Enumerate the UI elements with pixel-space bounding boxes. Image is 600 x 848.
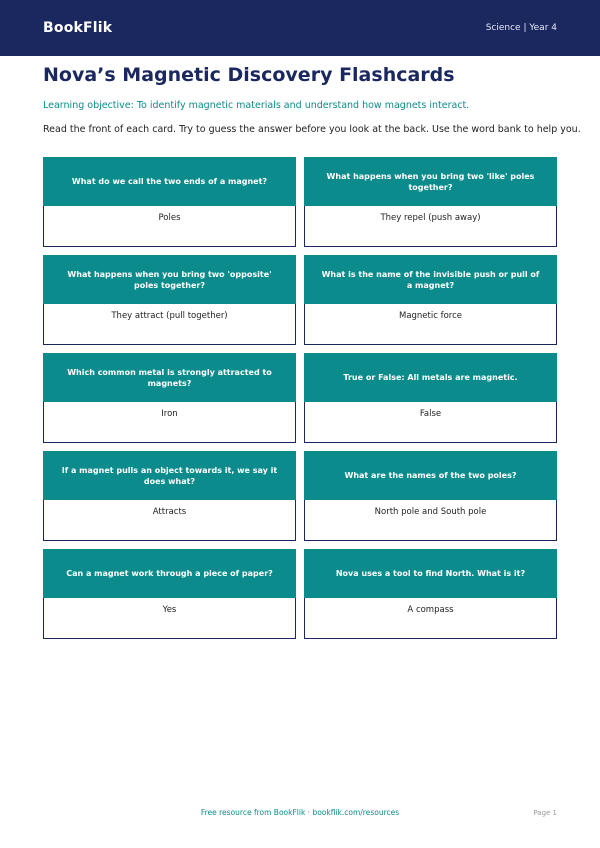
flashcard-question: True or False: All metals are magnetic. xyxy=(304,353,557,402)
learning-objective: Learning objective: To identify magnetic materials and understand how magnets interact. xyxy=(43,100,470,111)
flashcard-question: What are the names of the two poles? xyxy=(304,451,557,500)
flashcard-answer: Yes xyxy=(43,598,296,639)
page-number: Page 1 xyxy=(533,809,557,817)
flashcard xyxy=(304,353,557,443)
flashcard-answer: Iron xyxy=(43,402,296,443)
flashcard-question: What do we call the two ends of a magnet? xyxy=(43,157,296,206)
flashcard-question: What happens when you bring two 'opposite' poles together? xyxy=(43,255,296,304)
page-title: Nova’s Magnetic Discovery Flashcards xyxy=(43,64,455,86)
flashcard xyxy=(304,451,557,541)
flashcard xyxy=(43,255,296,345)
flashcard xyxy=(304,255,557,345)
flashcard-question: What is the name of the invisible push or pull of a magnet? xyxy=(304,255,557,304)
flashcard-grid xyxy=(43,157,557,639)
flashcard-answer: They repel (push away) xyxy=(304,206,557,247)
flashcard xyxy=(43,353,296,443)
flashcard-answer: They attract (pull together) xyxy=(43,304,296,345)
flashcard-answer: A compass xyxy=(304,598,557,639)
flashcard-question: If a magnet pulls an object towards it, we say it does what? xyxy=(43,451,296,500)
flashcard xyxy=(304,549,557,639)
flashcard-question: Can a magnet work through a piece of paper? xyxy=(43,549,296,598)
header-bar xyxy=(0,0,600,56)
flashcard xyxy=(43,549,296,639)
flashcard-question: What happens when you bring two 'like' poles together? xyxy=(304,157,557,206)
brand-logo[interactable]: BookFlik xyxy=(43,20,113,36)
flashcard-answer: North pole and South pole xyxy=(304,500,557,541)
flashcard-answer: Attracts xyxy=(43,500,296,541)
flashcard xyxy=(304,157,557,247)
flashcard xyxy=(43,157,296,247)
flashcard-answer: Poles xyxy=(43,206,296,247)
footer-link[interactable]: Free resource from BookFlik · bookflik.com/resources xyxy=(200,808,400,817)
instructions: Read the front of each card. Try to guess the answer before you look at the back. Use the word bank to help you. xyxy=(43,124,581,135)
flashcard-answer: False xyxy=(304,402,557,443)
flashcard-answer: Magnetic force xyxy=(304,304,557,345)
flashcard-question: Which common metal is strongly attracted to magnets? xyxy=(43,353,296,402)
flashcard xyxy=(43,451,296,541)
flashcard-question: Nova uses a tool to find North. What is it? xyxy=(304,549,557,598)
subject-label: Science | Year 4 xyxy=(485,23,557,33)
